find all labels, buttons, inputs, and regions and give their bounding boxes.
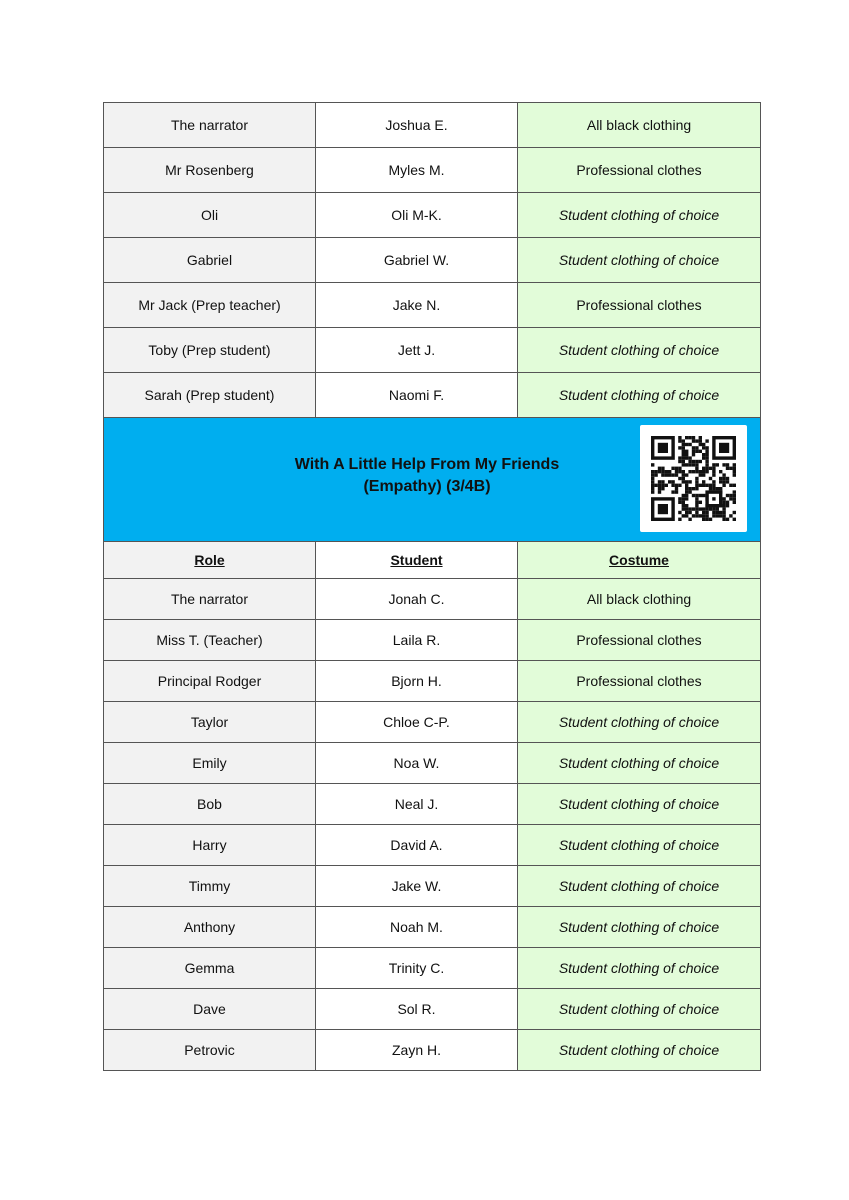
table-row	[104, 283, 761, 328]
role-cell: Principal Rodger	[104, 661, 316, 702]
costume-cell: All black clothing	[518, 579, 761, 620]
student-cell: Oli M-K.	[316, 193, 518, 238]
costume-cell: Student clothing of choice	[518, 743, 761, 784]
role-cell: Sarah (Prep student)	[104, 373, 316, 418]
student-cell: Jake W.	[316, 866, 518, 907]
table-row	[104, 238, 761, 283]
costume-cell: Professional clothes	[518, 661, 761, 702]
role-cell: Gemma	[104, 948, 316, 989]
student-cell: Jonah C.	[316, 579, 518, 620]
student-cell: Noa W.	[316, 743, 518, 784]
costume-cell: Student clothing of choice	[518, 238, 761, 283]
costume-cell: Professional clothes	[518, 148, 761, 193]
role-cell: Harry	[104, 825, 316, 866]
costume-cell: Professional clothes	[518, 620, 761, 661]
costume-cell: Student clothing of choice	[518, 907, 761, 948]
table-row	[104, 103, 761, 148]
costume-cell: Student clothing of choice	[518, 328, 761, 373]
costume-cell: All black clothing	[518, 103, 761, 148]
cast-table-1-body	[104, 103, 761, 418]
table-row	[104, 579, 761, 620]
role-cell: Miss T. (Teacher)	[104, 620, 316, 661]
student-cell: Naomi F.	[316, 373, 518, 418]
table-row	[104, 373, 761, 418]
student-cell: David A.	[316, 825, 518, 866]
table-row	[104, 702, 761, 743]
student-cell: Neal J.	[316, 784, 518, 825]
cast-table-2-body	[104, 579, 761, 1071]
student-cell: Zayn H.	[316, 1030, 518, 1071]
play-banner	[104, 418, 761, 542]
student-cell: Chloe C-P.	[316, 702, 518, 743]
costume-cell: Student clothing of choice	[518, 948, 761, 989]
costume-cell: Student clothing of choice	[518, 825, 761, 866]
header-costume: Costume	[518, 542, 761, 579]
student-cell: Trinity C.	[316, 948, 518, 989]
qr-code-icon[interactable]	[640, 425, 747, 532]
play-title-line2: (Empathy) (3/4B)	[363, 478, 491, 495]
role-cell: Bob	[104, 784, 316, 825]
role-cell: The narrator	[104, 103, 316, 148]
cast-table	[103, 102, 761, 1071]
table-row	[104, 907, 761, 948]
table-row	[104, 866, 761, 907]
header-role: Role	[104, 542, 316, 579]
role-cell: Timmy	[104, 866, 316, 907]
role-cell: Mr Jack (Prep teacher)	[104, 283, 316, 328]
role-cell: Oli	[104, 193, 316, 238]
table-row	[104, 1030, 761, 1071]
role-cell: The narrator	[104, 579, 316, 620]
costume-cell: Student clothing of choice	[518, 373, 761, 418]
student-cell: Bjorn H.	[316, 661, 518, 702]
table-row	[104, 989, 761, 1030]
role-cell: Emily	[104, 743, 316, 784]
student-cell: Jake N.	[316, 283, 518, 328]
play-title	[104, 454, 640, 498]
header-student: Student	[316, 542, 518, 579]
student-cell: Jett J.	[316, 328, 518, 373]
role-cell: Dave	[104, 989, 316, 1030]
table-row	[104, 743, 761, 784]
role-cell: Mr Rosenberg	[104, 148, 316, 193]
table-row	[104, 948, 761, 989]
table-row	[104, 825, 761, 866]
student-cell: Gabriel W.	[316, 238, 518, 283]
student-cell: Joshua E.	[316, 103, 518, 148]
costume-cell: Student clothing of choice	[518, 866, 761, 907]
costume-cell: Student clothing of choice	[518, 784, 761, 825]
table-row	[104, 661, 761, 702]
play-title-line1: With A Little Help From My Friends	[294, 456, 560, 473]
role-cell: Anthony	[104, 907, 316, 948]
table-row	[104, 328, 761, 373]
student-cell: Noah M.	[316, 907, 518, 948]
costume-cell: Student clothing of choice	[518, 702, 761, 743]
costume-cell: Student clothing of choice	[518, 1030, 761, 1071]
table-row	[104, 193, 761, 238]
table-row	[104, 784, 761, 825]
student-cell: Laila R.	[316, 620, 518, 661]
costume-cell: Student clothing of choice	[518, 989, 761, 1030]
table-row	[104, 620, 761, 661]
table-header-row	[104, 542, 761, 579]
role-cell: Petrovic	[104, 1030, 316, 1071]
play-banner-row	[104, 418, 761, 542]
student-cell: Myles M.	[316, 148, 518, 193]
costume-cell: Student clothing of choice	[518, 193, 761, 238]
role-cell: Toby (Prep student)	[104, 328, 316, 373]
table-row	[104, 148, 761, 193]
role-cell: Taylor	[104, 702, 316, 743]
role-cell: Gabriel	[104, 238, 316, 283]
student-cell: Sol R.	[316, 989, 518, 1030]
costume-cell: Professional clothes	[518, 283, 761, 328]
